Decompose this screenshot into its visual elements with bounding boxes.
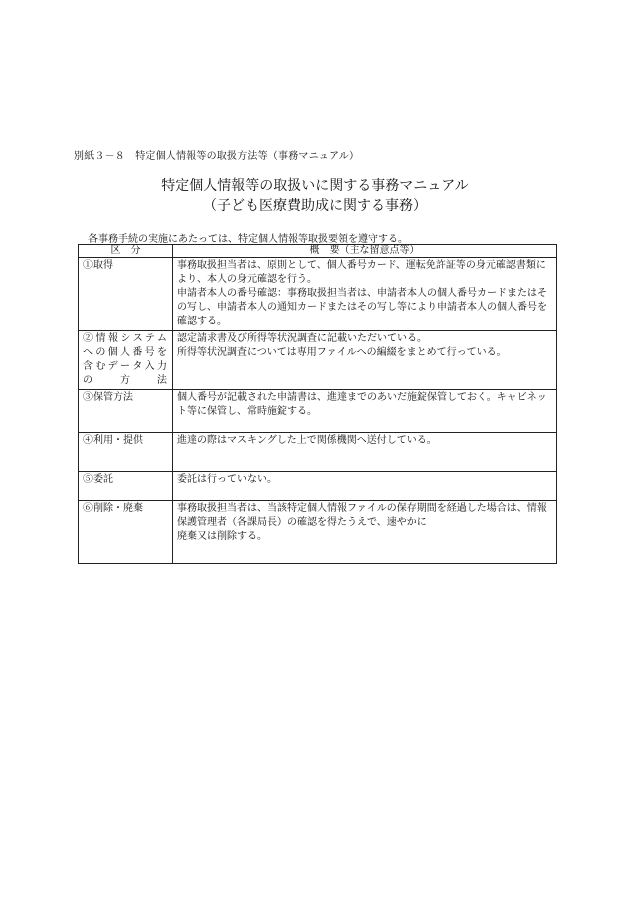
- intro-text: 各事務手続の実施にあたっては、特定個人情報等取扱要領を遵守する。: [88, 234, 408, 245]
- summary-line: 廃棄又は削除する。: [177, 531, 267, 542]
- table-row-acquisition: [79, 258, 557, 331]
- summary-cell: [173, 433, 557, 472]
- category-label: ⑥削除・廃棄: [83, 503, 143, 514]
- document-reference: 別紙３－８ 特定個人情報等の取扱方法等（事務マニュアル）: [74, 151, 360, 162]
- summary-cell: [173, 501, 557, 564]
- category-cell: [79, 331, 173, 390]
- table-row-data-input: [79, 331, 557, 390]
- summary-line: 申請者本人の番号確認：事務取扱担当者は、申請者本人の個人番号カードまたはその写し、申請者本人の通知カードまたはその写し等により申請者本人の個人番号を確認する。: [177, 288, 547, 327]
- summary-line: 進達の際はマスキングした上で関係機関へ送付している。: [177, 435, 437, 446]
- table-header-row: [79, 245, 557, 258]
- column-header-category: 区 分: [79, 245, 173, 258]
- column-header-summary: 概 要（主な留意点等）: [173, 245, 557, 258]
- table-row-deletion-disposal: [79, 501, 557, 564]
- summary-line: 所得等状況調査については専用ファイルへの編綴をまとめて行っている。: [177, 347, 507, 358]
- table-row-outsourcing: [79, 472, 557, 501]
- category-cell: [79, 433, 173, 472]
- summary-line: 個人番号が記載された申請書は、進達までのあいだ施錠保管しておく。キャビネット等に保管し、常時施錠する。: [177, 392, 547, 417]
- document-subtitle: （子ども医療費助成に関する事務）: [203, 198, 427, 214]
- manual-table: [78, 244, 557, 564]
- document-title: 特定個人情報等の取扱いに関する事務マニュアル: [161, 178, 469, 194]
- table-row-storage: [79, 390, 557, 433]
- category-label: ②情報システムへの個人番号を含むデータ入力の方法: [83, 333, 168, 386]
- category-cell: [79, 390, 173, 433]
- category-label: ④利用・提供: [83, 435, 143, 446]
- summary-cell: [173, 390, 557, 433]
- category-label: ⑤委託: [83, 474, 113, 485]
- category-cell: [79, 258, 173, 331]
- summary-line: 認定請求書及び所得等状況調査に記載いただいている。: [177, 333, 427, 344]
- summary-cell: [173, 472, 557, 501]
- summary-cell: [173, 331, 557, 390]
- summary-cell: [173, 258, 557, 331]
- table-row-use-provision: [79, 433, 557, 472]
- summary-line: 委託は行っていない。: [177, 474, 277, 485]
- category-label: ③保管方法: [83, 392, 133, 403]
- category-cell: [79, 501, 173, 564]
- category-label: ①取得: [83, 260, 113, 271]
- category-cell: [79, 472, 173, 501]
- summary-line: 事務取扱担当者は、原則として、個人番号カード、運転免許証等の身元確認書類により、本人の身元確認を行う。: [177, 260, 546, 285]
- summary-line: 事務取扱担当者は、当該特定個人情報ファイルの保存期間を経過した場合は、情報保護管理者（各課局長）の確認を得たうえで、速やかに: [177, 503, 547, 528]
